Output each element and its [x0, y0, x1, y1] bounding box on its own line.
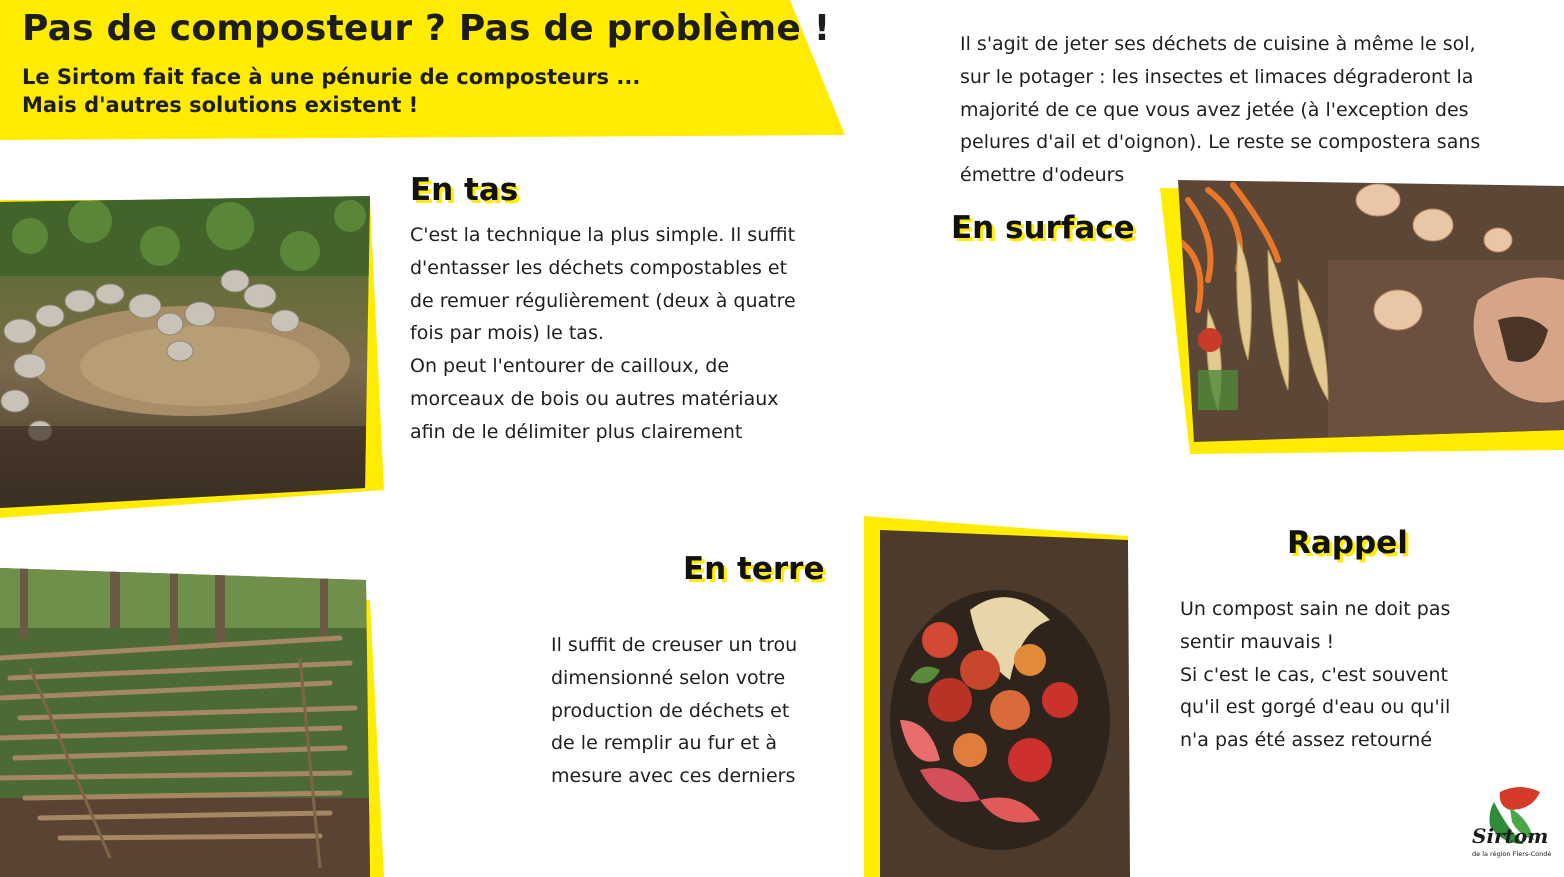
compost-pile-stones-image [0, 196, 370, 508]
rappel-line: qu'il est gorgé d'eau ou qu'il [1180, 696, 1451, 719]
sirtom-logo [1470, 780, 1556, 866]
page-title: Pas de composteur ? Pas de problème ! [22, 8, 831, 49]
photo-en-terre [880, 530, 1130, 877]
en-terre-line: production de déchets et [551, 699, 790, 722]
en-surface-line: émettre d'odeurs [960, 164, 1125, 187]
kitchen-scraps-image [1178, 180, 1564, 442]
en-terre-line: de le remplir au fur et à [551, 732, 777, 755]
section-text-en-terre [551, 629, 797, 793]
section-text-rappel [1180, 593, 1450, 757]
logo-wordmark: Sirtom [1472, 824, 1549, 848]
en-surface-line: Il s'agit de jeter ses déchets de cuisine à même le sol, [960, 33, 1476, 55]
section-text-en-surface [960, 28, 1480, 192]
section-title-rappel: Rappel [1287, 525, 1408, 561]
en-terre-line: Il suffit de creuser un trou [551, 634, 798, 656]
section-title-en-terre: En terre [683, 551, 825, 587]
en-surface-line: sur le potager : les insectes et limaces dégraderont la [960, 65, 1474, 88]
en-surface-line: majorité de ce que vous avez jetée (à l'exception des [960, 98, 1469, 121]
photo-en-surface [1178, 180, 1564, 442]
rappel-line: Si c'est le cas, c'est souvent [1180, 663, 1448, 686]
hole-with-scraps-image [880, 530, 1130, 877]
subtitle-line-1: Le Sirtom fait face à une pénurie de composteurs ... [22, 65, 641, 89]
en-surface-line: pelures d'ail et d'oignon). Le reste se compostera sans [960, 131, 1481, 154]
rappel-line: sentir mauvais ! [1180, 630, 1335, 653]
logo-tagline: de la région Flers-Condé [1472, 850, 1552, 858]
en-tas-line: d'entasser les déchets compostables et [410, 256, 788, 279]
en-tas-line: fois par mois) le tas. [410, 322, 604, 345]
section-text-en-tas [410, 219, 796, 449]
section-title-en-surface: En surface [951, 210, 1135, 246]
subtitle-line-2: Mais d'autres solutions existent ! [22, 93, 419, 117]
en-terre-line: mesure avec ces derniers [551, 765, 796, 788]
wooden-frame-compost-image [0, 568, 370, 877]
photo-wooden-compost [0, 568, 370, 877]
en-tas-line: C'est la technique la plus simple. Il suffit [410, 224, 796, 246]
photo-en-tas [0, 196, 370, 508]
rappel-line: Un compost sain ne doit pas [1180, 598, 1451, 620]
section-title-en-tas: En tas [410, 172, 519, 208]
en-tas-line: de remuer régulièrement (deux à quatre [410, 289, 796, 312]
en-terre-line: dimensionné selon votre [551, 666, 786, 689]
en-tas-line: morceaux de bois ou autres matériaux [410, 387, 779, 410]
en-tas-line: On peut l'entourer de cailloux, de [410, 355, 730, 378]
page-subtitle [22, 63, 640, 119]
rappel-line: n'a pas été assez retourné [1180, 729, 1433, 752]
en-tas-line: afin de le délimiter plus clairement [410, 420, 743, 443]
